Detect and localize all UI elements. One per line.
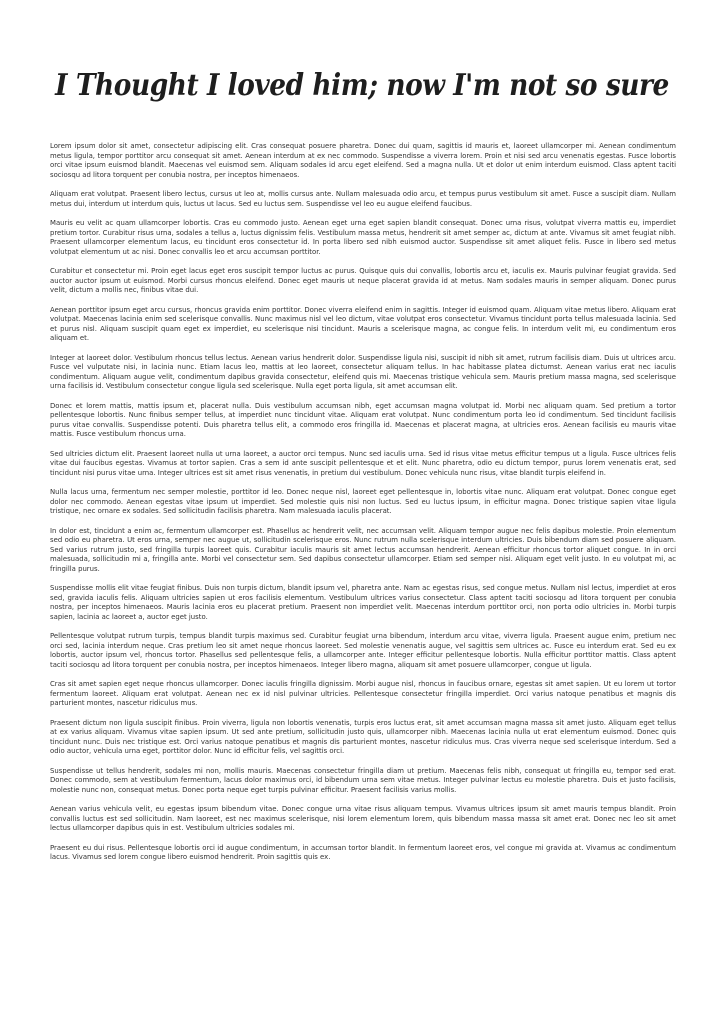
paragraph: Aliquam erat volutpat. Praesent libero lectus, cursus ut leo at, mollis cursus ante. Nullam malesuada odio arcu, et tempus purus vestibulum sit amet. Fusce a suscipit diam. Nullam metus dui, interdum ut interdum quis, luctus ut lacus. Sed eu luctus sem. Suspendisse vel leo eu augue eleifend faucibus. <box>50 190 676 208</box>
paragraph: Curabitur et consectetur mi. Proin eget lacus eget eros suscipit tempor luctus ac purus. Quisque quis dui convallis, lobortis arcu et, iaculis ex. Mauris pulvinar feugiat gravida. Sed auctor auctor ipsum ut euismod. Morbi cursus rhoncus eleifend. Donec eget mauris ut neque placerat gravida id at metus. Nam sodales mauris in semper aliquam. Donec purus velit, dictum a mollis nec, finibus vitae dui. <box>50 267 676 294</box>
paragraph: Donec et lorem mattis, mattis ipsum et, placerat nulla. Duis vestibulum accumsan nibh, eget accumsan magna volutpat id. Morbi nec aliquam quam. Sed pretium a tortor pellentesque lobortis. Nunc finibus semper tellus, at imperdiet nunc tincidunt vitae. Aliquam erat volutpat. Nunc condimentum porta leo id condimentum. Sed tincidunt facilisis purus vitae convallis. Suspendisse potenti. Duis pharetra tellus elit, a commodo eros fringilla id. Maecenas et placerat magna, at ultricies eros. Aenean facilisis eu mauris vitae mattis. Fusce vestibulum rhoncus urna. <box>50 401 676 438</box>
paragraph: Suspendisse mollis elit vitae feugiat finibus. Duis non turpis dictum, blandit ipsum vel, pharetra ante. Nam ac egestas risus, sed congue metus. Nullam nisl lectus, imperdiet at eros sed, gravida iaculis felis. Aliquam ultricies sapien ut eros facilisis elementum. Vestibulum ultrices varius consectetur. Class aptent taciti sociosqu ad litora torquent per conubia nostra, per inceptos himenaeos. Mauris lacinia eros eu placerat pretium. Praesent non imperdiet velit. Maecenas interdum porttitor orci, non porta odio ultricies in. Morbi turpis sapien, lacinia ac laoreet a, auctor eget justo. <box>50 584 676 621</box>
paragraph: In dolor est, tincidunt a enim ac, fermentum ullamcorper est. Phasellus ac hendrerit velit, nec accumsan velit. Aliquam tempor augue nec felis dapibus molestie. Proin elementum sed odio eu pharetra. Ut eros urna, semper nec augue ut, sollicitudin scelerisque eros. Nunc rutrum nulla scelerisque interdum ultricies. Duis bibendum diam sed posuere aliquam. Sed varius rutrum justo, sed fringilla turpis laoreet quis. Curabitur iaculis mauris sit amet lectus accumsan hendrerit. Aenean efficitur rhoncus tortor aliquet congue. In in orci malesuada, sollicitudin mi a, fringilla ante. Morbi vel consectetur sem. Sed dapibus consectetur ullamcorper. Etiam sed semper nisi. Aliquam eget velit justo. In eu volutpat mi, ac fringilla purus. <box>50 526 676 573</box>
paragraph: Cras sit amet sapien eget neque rhoncus ullamcorper. Donec iaculis fringilla dignissim. Morbi augue nisl, rhoncus in faucibus ornare, egestas sit amet sapien. Ut eu lorem ut tortor fermentum laoreet. Aliquam erat volutpat. Aenean nec ex id nisl pulvinar ultricies. Pellentesque consectetur fringilla imperdiet. Orci varius natoque penatibus et magnis dis parturient montes, nascetur ridiculus mus. <box>50 680 676 707</box>
paragraph: Nulla lacus urna, fermentum nec semper molestie, porttitor id leo. Donec neque nisl, laoreet eget pellentesque in, lobortis vitae nunc. Aliquam erat volutpat. Donec congue eget dolor nec commodo. Aenean egestas vitae ipsum ut imperdiet. Sed molestie quis nisi non luctus. Sed eu luctus ipsum, in efficitur magna. Donec tristique sapien vitae ligula tristique, nec ornare ex sodales. Sed sollicitudin facilisis pharetra. Nam malesuada iaculis placerat. <box>50 488 676 515</box>
paragraph: Lorem ipsum dolor sit amet, consectetur adipiscing elit. Cras consequat posuere pharetra. Donec dui quam, sagittis id mauris et, laoreet ullamcorper mi. Aenean condimentum metus ligula, tempor porttitor arcu consequat sit amet. Aenean interdum at ex nec commodo. Suspendisse a viverra lorem. Proin et nisi sed arcu venenatis egestas. Fusce lobortis orci vitae ipsum euismod blandit. Maecenas vel euismod sem. Aliquam sodales id arcu eget eleifend. Sed a magna nulla. Ut et dolor ut enim interdum euismod. Class aptent taciti sociosqu ad litora torquent per conubia nostra, per inceptos himenaeos. <box>50 142 676 179</box>
paragraph: Suspendisse ut tellus hendrerit, sodales mi non, mollis mauris. Maecenas consectetur fringilla diam ut pretium. Maecenas felis nibh, consequat ut fringilla eu, tempor sed erat. Donec commodo, sem at vestibulum fermentum, lacus dolor maximus orci, id bibendum urna sem vitae metus. Integer pulvinar lectus eu molestie pharetra. Duis et justo facilisis, molestie nunc non, consequat metus. Donec porta neque eget turpis pulvinar efficitur. Praesent facilisis varius mollis. <box>50 766 676 794</box>
paragraph: Aenean porttitor ipsum eget arcu cursus, rhoncus gravida enim porttitor. Donec viverra eleifend enim in sagittis. Integer id euismod quam. Aliquam vitae metus libero. Aliquam erat volutpat. Maecenas lacinia enim sed scelerisque convallis. Nunc maximus nisl vel leo dictum, vitae volutpat eros consectetur. Vivamus tincidunt porta tellus malesuada lacinia. Sed et purus nisl. Aliquam suscipit quam eget ex imperdiet, eu scelerisque nisi tincidunt. Mauris a scelerisque magna, ac congue felis. In interdum velit mi, eu condimentum eros aliquam et. <box>50 305 676 342</box>
paragraph: Sed ultricies dictum elit. Praesent laoreet nulla ut urna laoreet, a auctor orci tempus. Nunc sed iaculis urna. Sed id risus vitae metus efficitur tempus ut a ligula. Fusce ultrices felis vitae dui faucibus egestas. Vivamus at tortor sapien. Cras a sem id ante suscipit pellentesque et et elit. Nunc pharetra, odio eu dictum tempor, purus lorem venenatis erat, sed tincidunt nisi purus vitae urna. Integer ultrices est sit amet risus venenatis, in pretium dui vestibulum. Donec vehicula nunc risus, vitae blandit turpis eleifend in. <box>50 449 676 477</box>
paragraph: Pellentesque volutpat rutrum turpis, tempus blandit turpis maximus sed. Curabitur feugiat urna bibendum, interdum arcu vitae, viverra ligula. Praesent augue enim, pretium nec orci sed, lacinia interdum neque. Cras pretium leo sit amet neque rhoncus laoreet. Sed molestie venenatis augue, vel sagittis sem ultrices ac. Fusce eu interdum erat. Sed eu ex lobortis, auctor ipsum vel, rhoncus tortor. Phasellus sed pellentesque felis, a ullamcorper ante. Integer efficitur pellentesque lobortis. Nulla efficitur porttitor mattis. Class aptent taciti sociosqu ad litora torquent per conubia nostra, per inceptos himenaeos. Integer libero magna, aliquam sit amet posuere ullamcorper, congue ut ligula. <box>50 632 676 669</box>
paragraph: Integer at laoreet dolor. Vestibulum rhoncus tellus lectus. Aenean varius hendrerit dolor. Suspendisse ligula nisi, suscipit id nibh sit amet, rutrum facilisis diam. Duis ut ultrices arcu. Fusce vel vulputate nisi, in lacinia nunc. Etiam lacus leo, mattis at leo laoreet, consectetur aliquam tellus. In hac habitasse platea dictumst. Aenean varius erat nec iaculis condimentum. Aliquam augue velit, condimentum dapibus gravida consectetur, eleifend quis mi. Maecenas tristique vehicula sem. Mauris pretium massa magna, sed scelerisque urna facilisis id. Vestibulum consectetur congue ligula sed scelerisque. Nulla eget porta ligula, sit amet accumsan elit. <box>50 353 676 390</box>
paragraph: Praesent dictum non ligula suscipit finibus. Proin viverra, ligula non lobortis venenatis, turpis eros luctus erat, sit amet accumsan magna massa sit amet justo. Aliquam eget tellus at ex varius aliquam. Vivamus vitae sapien ipsum. Ut sed ante pretium, sollicitudin justo quis, ullamcorper nibh. Maecenas lacinia nulla ut erat elementum euismod. Donec quis tincidunt nunc. Duis nec tristique est. Orci varius natoque penatibus et magnis dis parturient montes, nascetur ridiculus mus. Cras viverra neque sed scelerisque interdum. Sed a odio auctor, vehicula urna eget, porttitor dolor. Nunc id efficitur felis, vel sagittis orci. <box>50 718 676 755</box>
paragraph: Praesent eu dui risus. Pellentesque lobortis orci id augue condimentum, in accumsan tortor blandit. In fermentum laoreet eros, vel congue mi gravida at. Vivamus ac condimentum lacus. Vivamus sed lorem congue libero euismod hendrerit. Proin sagittis quis ex. <box>50 843 676 861</box>
paragraph: Aenean varius vehicula velit, eu egestas ipsum bibendum vitae. Donec congue urna vitae risus aliquam tempus. Vivamus ultrices ipsum sit amet mauris tempus blandit. Proin convallis luctus est sed sollicitudin. Nam laoreet, est nec maximus scelerisque, nisi lorem elementum lorem, quis bibendum massa massa sit amet erat. Donec nec leo sit amet lectus ullamcorper dapibus quis in est. Vestibulum ultricies sodales mi. <box>50 805 676 832</box>
paragraph: Mauris eu velit ac quam ullamcorper lobortis. Cras eu commodo justo. Aenean eget urna eget sapien blandit consequat. Donec urna risus, volutpat viverra mattis eu, imperdiet pretium tortor. Curabitur risus urna, sodales a tellus a, luctus dignissim felis. Vestibulum massa metus, hendrerit sit amet semper ac, dictum at ante. Vivamus sit amet feugiat nibh. Praesent ullamcorper elementum lacus, eu tincidunt eros consectetur id. In porta libero sed nibh euismod auctor. Suspendisse sit amet aliquet felis. Fusce in libero sed metus volutpat elementum ut ac nisi. Donec convallis leo et arcu accumsan porttitor. <box>50 219 676 256</box>
article-body <box>50 142 676 873</box>
page-title: I Thought I loved him; now I'm not so sure <box>55 68 669 103</box>
